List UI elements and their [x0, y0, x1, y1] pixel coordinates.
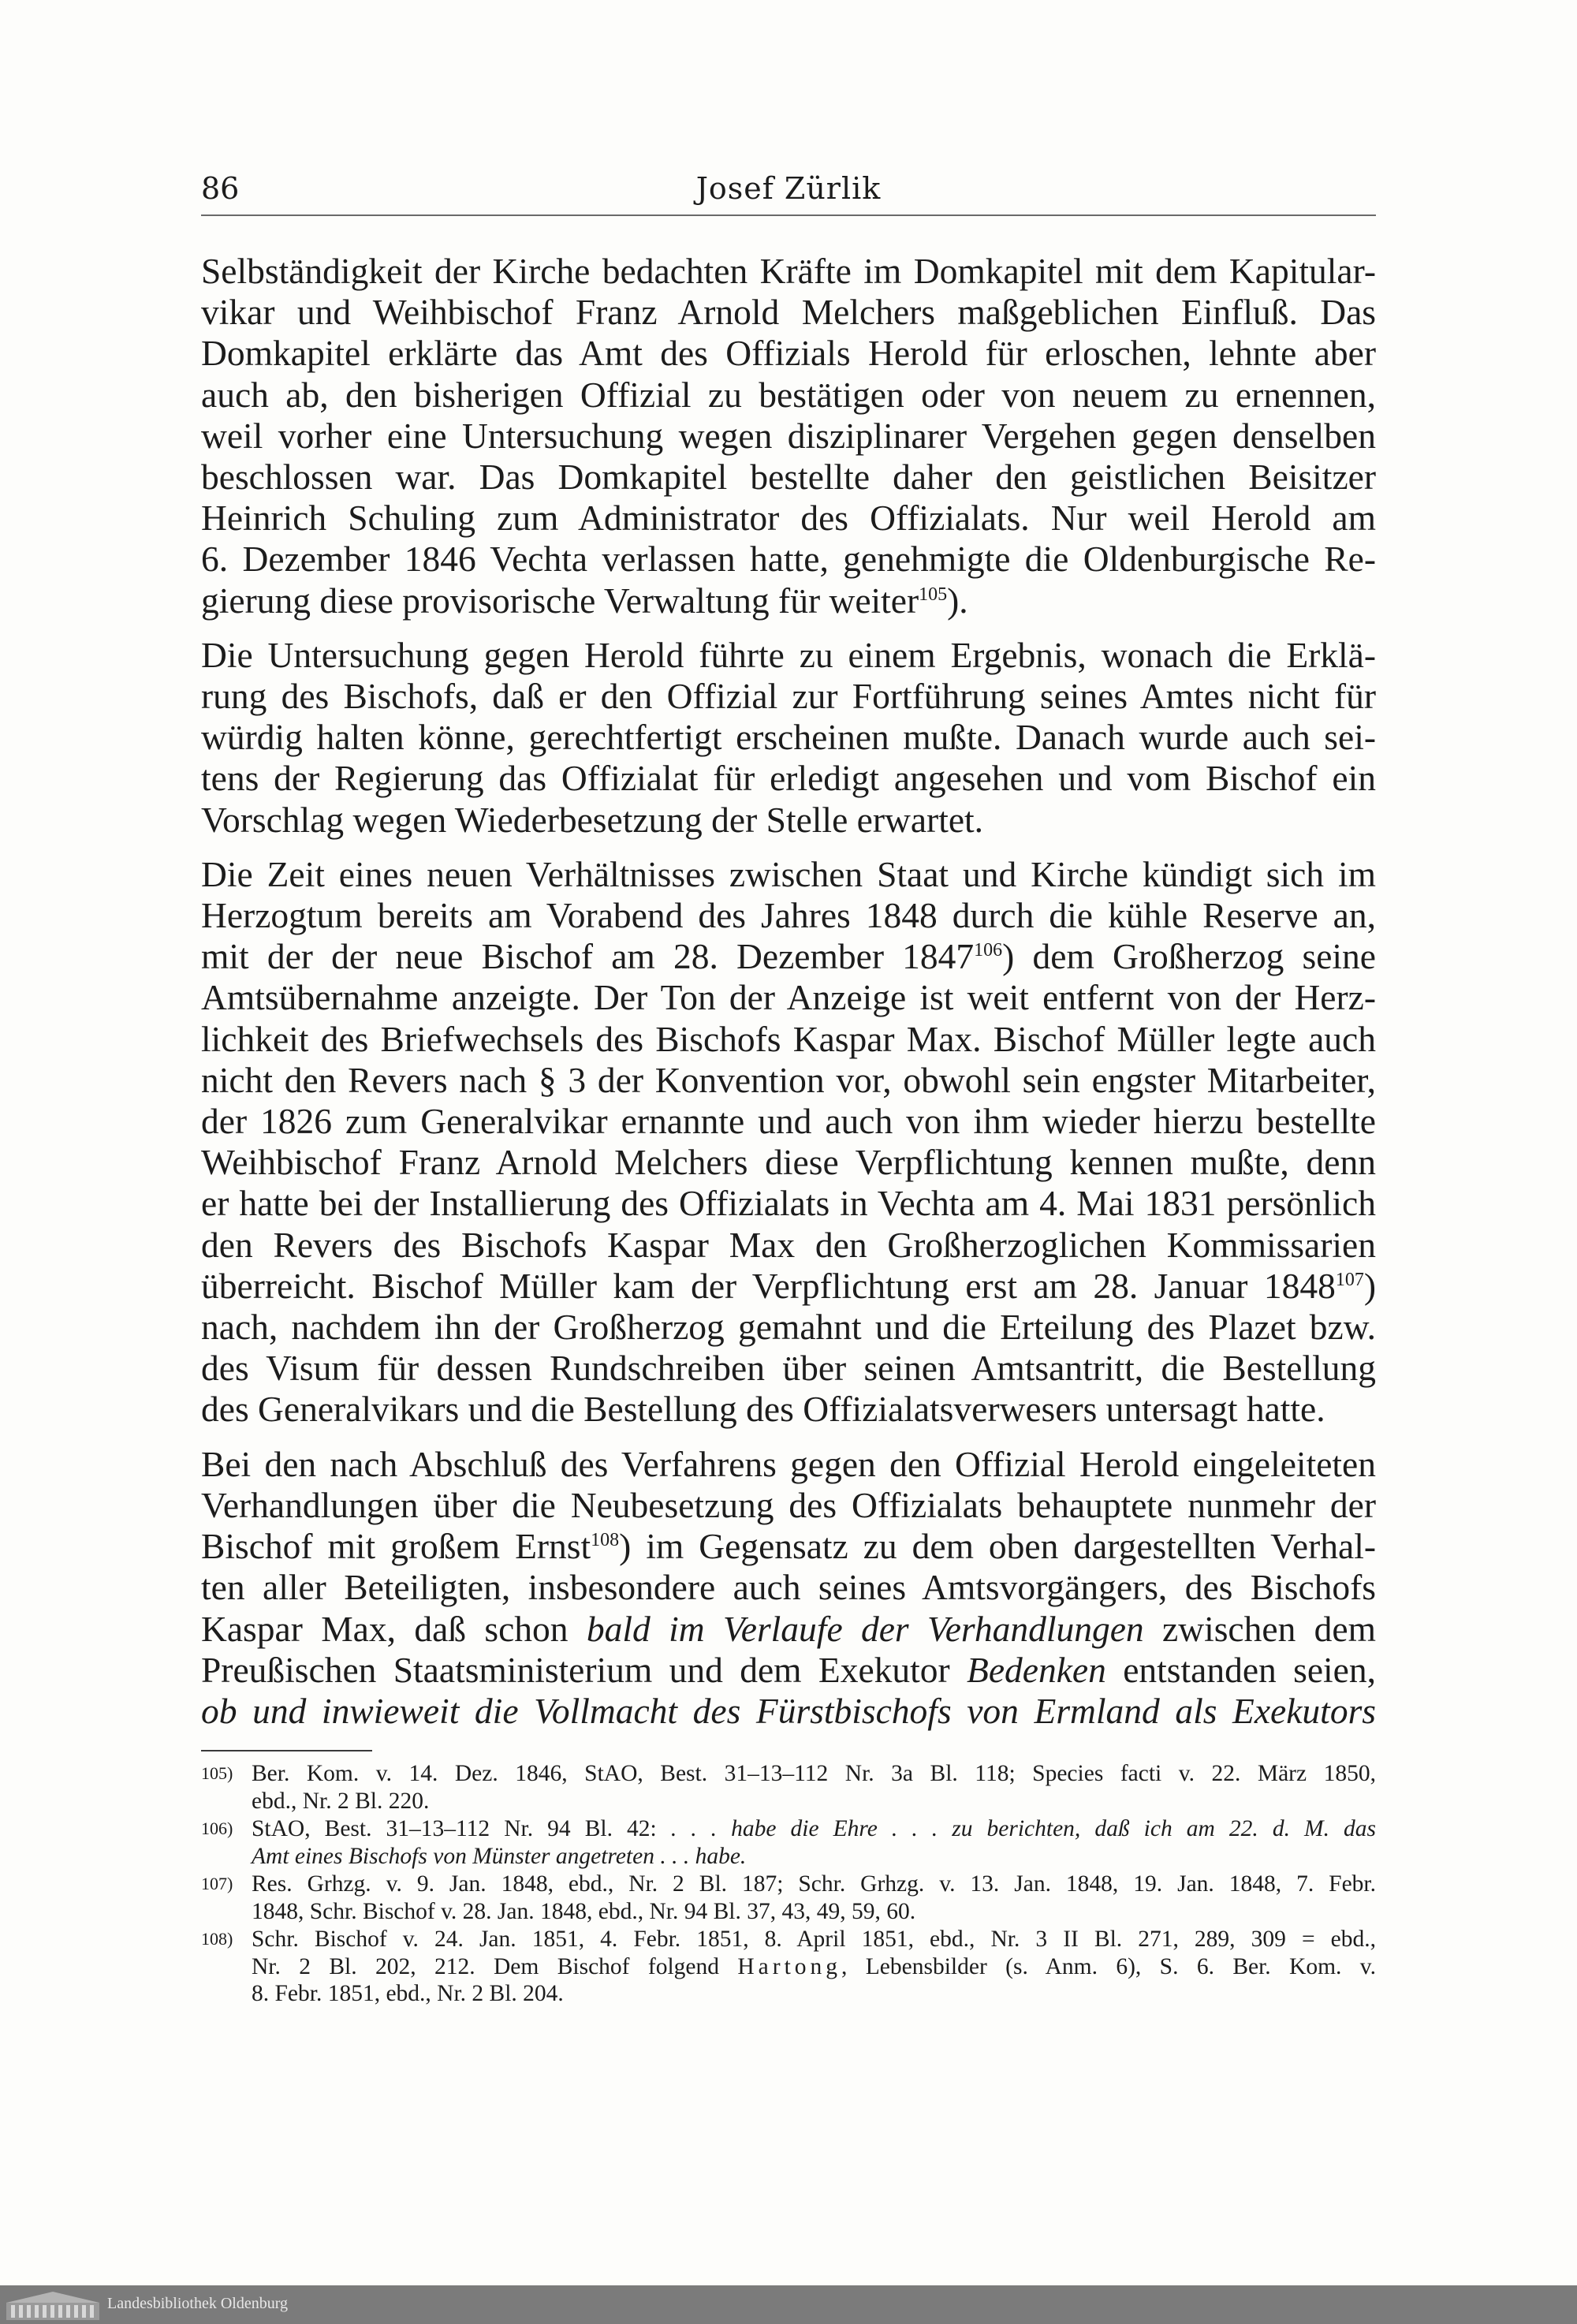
- text-fragment: Bischof mit großem Ernst: [201, 1526, 591, 1567]
- text-line: auch ab, den bisherigen Offizial zu bestätigen oder von neuem zu ernennen,: [201, 374, 1376, 415]
- paragraph-3: [201, 854, 1376, 1431]
- text-line: Amtsübernahme anzeigte. Der Ton der Anzeige ist weit entfernt von der Herz-: [201, 977, 1376, 1018]
- text-line: des Generalvikars und die Bestellung des Offizialatsverwesers untersagt hatte.: [201, 1389, 1325, 1430]
- italic-emphasis: bald im Verlaufe der Verhandlungen: [586, 1608, 1144, 1649]
- footnote-marker: 107): [201, 1874, 233, 1893]
- text-line: beschlossen war. Das Domkapitel bestellte daher den geistlichen Beisitzer: [201, 457, 1376, 498]
- text-fragment: überreicht. Bischof Müller kam der Verpflichtung erst am 28. Januar 1848: [201, 1265, 1336, 1306]
- running-head: Josef Zürlik: [695, 171, 882, 206]
- footnote-line: [252, 1843, 1376, 1871]
- text-line: Weihbischof Franz Arnold Melchers diese Verpflichtung kennen mußte, denn: [201, 1142, 1376, 1183]
- text-fragment: Nr. 2 Bl. 202, 212. Dem Bischof folgend: [252, 1953, 738, 1979]
- footnote-text: [252, 1926, 1376, 2008]
- text-line: den Revers des Bischofs Kaspar Max den Großherzoglichen Kommissarien: [201, 1224, 1376, 1265]
- text-fragment: StAO, Best. 31–13–112 Nr. 94 Bl. 42:: [252, 1816, 671, 1841]
- library-name: Landesbibliothek Oldenburg: [107, 2295, 289, 2312]
- page-number: 86: [201, 171, 240, 206]
- text-line: Herzogtum bereits am Vorabend des Jahres 1848 durch die kühle Reserve an,: [201, 895, 1376, 936]
- text-line: lichkeit des Briefwechsels des Bischofs Kaspar Max. Bischof Müller legte auch: [201, 1018, 1376, 1059]
- text-line: nach, nachdem ihn der Großherzog gemahnt und die Erteilung des Plazet bzw.: [201, 1307, 1376, 1348]
- text-fragment: , Lebensbilder (s. Anm. 6), S. 6. Ber. Kom. v.: [841, 1953, 1376, 1979]
- footnote-line: ebd., Nr. 2 Bl. 220.: [252, 1788, 430, 1814]
- footnote-marker: 106): [201, 1819, 233, 1838]
- text-line: [201, 580, 1376, 621]
- text-fragment: ).: [947, 580, 968, 621]
- text-fragment: entstanden seien,: [1105, 1649, 1376, 1690]
- text-line: [201, 1609, 1376, 1650]
- footnote-106: [201, 1815, 1376, 1870]
- footnotes: [201, 1760, 1376, 2009]
- text-line: Domkapitel erklärte das Amt des Offizials Herold für erloschen, lehnte aber: [201, 333, 1376, 374]
- italic-quote: . . . habe die Ehre . . . zu berichten, daß ich am 22. d. M. das: [670, 1816, 1376, 1841]
- text-line: [201, 1691, 1376, 1732]
- footnote-line: Ber. Kom. v. 14. Dez. 1846, StAO, Best. 31–13–112 Nr. 3a Bl. 118; Species facti v. 22. März 1850,: [252, 1761, 1376, 1786]
- text-line: rung des Bischofs, daß er den Offizial zur Fortführung seines Amtes nicht für: [201, 676, 1376, 717]
- text-line: Die Zeit eines neuen Verhältnisses zwischen Staat und Kirche kündigt sich im: [201, 853, 1376, 894]
- footnote-105: [201, 1760, 1376, 1815]
- paragraph-2: [201, 635, 1376, 841]
- footnote-line: Res. Grhzg. v. 9. Jan. 1848, ebd., Nr. 2 Bl. 187; Schr. Grhzg. v. 13. Jan. 1848, 19. Jan. 1848, 7. Febr.: [252, 1871, 1376, 1897]
- text-fragment: mit der der neue Bischof am 28. Dezember 1847: [201, 936, 975, 977]
- footnote-ref-105[interactable]: 105: [919, 584, 948, 605]
- italic-quote: Amt eines Bischofs von Münster angetreten . . . habe.: [252, 1843, 747, 1869]
- paragraph-4: [201, 1444, 1376, 1732]
- library-footer-bar: [0, 2285, 1577, 2324]
- footnote-divider: [201, 1750, 372, 1751]
- text-fragment: ) im Gegensatz zu dem oben dargestellten Verhal-: [619, 1526, 1377, 1567]
- footnote-line: 8. Febr. 1851, ebd., Nr. 2 Bl. 204.: [252, 1981, 564, 2006]
- text-fragment: Preußischen Staatsministerium und dem Exekutor: [201, 1649, 950, 1690]
- text-line: nicht den Revers nach § 3 der Konvention vor, obwohl sein engster Mitarbeiter,: [201, 1059, 1376, 1100]
- text-line: [201, 1650, 1376, 1691]
- footnote-marker: 105): [201, 1763, 233, 1783]
- text-line: er hatte bei der Installierung des Offizialats in Vechta am 4. Mai 1831 persönlich: [201, 1183, 1376, 1224]
- text-line: Die Untersuchung gegen Herold führte zu einem Ergebnis, wonach die Erklä-: [201, 634, 1376, 675]
- text-line: Heinrich Schuling zum Administrator des Offizialats. Nur weil Herold am: [201, 498, 1376, 539]
- text-line: Vorschlag wegen Wiederbesetzung der Stelle erwartet.: [201, 799, 984, 840]
- text-line: Selbständigkeit der Kirche bedachten Kräfte im Domkapitel mit dem Kapitular-: [201, 251, 1376, 291]
- text-line: Verhandlungen über die Neubesetzung des Offizialats behauptete nunmehr der: [201, 1484, 1376, 1525]
- library-building-icon: [6, 2290, 99, 2320]
- text-line: ten aller Beteiligten, insbesondere auch seines Amtsvorgängers, des Bischofs: [201, 1567, 1376, 1608]
- italic-emphasis: Bedenken: [967, 1649, 1106, 1690]
- footnote-line: Schr. Bischof v. 24. Jan. 1851, 4. Febr. 1851, 8. April 1851, ebd., Nr. 3 II Bl. 271, 289, 309 = ebd.,: [252, 1927, 1376, 1952]
- text-line: weil vorher eine Untersuchung wegen disziplinarer Vergehen gegen denselben: [201, 415, 1376, 456]
- footnote-ref-108[interactable]: 108: [591, 1530, 620, 1551]
- text-line: der 1826 zum Generalvikar ernannte und auch von ihm wieder hierzu bestellte: [201, 1101, 1376, 1142]
- footnote-text: [252, 1871, 1376, 1925]
- text-fragment: ): [1363, 1265, 1376, 1306]
- text-line: des Visum für dessen Rundschreiben über seinen Amtsantritt, die Bestellung: [201, 1348, 1376, 1389]
- footnote-text: [252, 1760, 1376, 1815]
- footnote-ref-106[interactable]: 106: [974, 940, 1003, 961]
- footnote-107: [201, 1871, 1376, 1925]
- page-header: [201, 167, 1376, 216]
- footnote-line: [252, 1815, 1376, 1843]
- text-fragment: gierung diese provisorische Verwaltung für weiter: [201, 580, 919, 621]
- footnote-marker: 108): [201, 1929, 233, 1949]
- footnote-line: [252, 1953, 1376, 1981]
- footnote-108: [201, 1926, 1376, 2008]
- text-line: [201, 1266, 1376, 1307]
- paragraph-1: [201, 251, 1376, 621]
- footnote-ref-107[interactable]: 107: [1335, 1269, 1364, 1290]
- text-line: 6. Dezember 1846 Vechta verlassen hatte, genehmigte die Oldenburgische Re-: [201, 539, 1376, 580]
- text-line: Bei den nach Abschluß des Verfahrens gegen den Offizial Herold eingeleiteten: [201, 1443, 1376, 1484]
- text-line: [201, 936, 1376, 977]
- text-line: [201, 1526, 1376, 1567]
- text-fragment: zwischen dem: [1143, 1608, 1377, 1649]
- footnote-text: [252, 1815, 1376, 1870]
- footnote-line: 1848, Schr. Bischof v. 28. Jan. 1848, ebd., Nr. 94 Bl. 37, 43, 49, 59, 60.: [252, 1898, 916, 1924]
- italic-emphasis: ob und inwieweit die Vollmacht des Fürstbischofs von Ermland als Exekutors: [201, 1690, 1376, 1731]
- text-line: tens der Regierung das Offizialat für erledigt angesehen und vom Bischof ein: [201, 758, 1376, 799]
- author-name: Hartong: [737, 1953, 842, 1979]
- text-fragment: Kaspar Max, daß schon: [201, 1608, 569, 1649]
- body-text: [201, 251, 1376, 1745]
- text-line: würdig halten könne, gerechtfertigt erscheinen mußte. Danach wurde auch sei-: [201, 717, 1376, 758]
- text-line: vikar und Weihbischof Franz Arnold Melchers maßgeblichen Einfluß. Das: [201, 292, 1376, 333]
- text-fragment: ) dem Großherzog seine: [1002, 936, 1377, 977]
